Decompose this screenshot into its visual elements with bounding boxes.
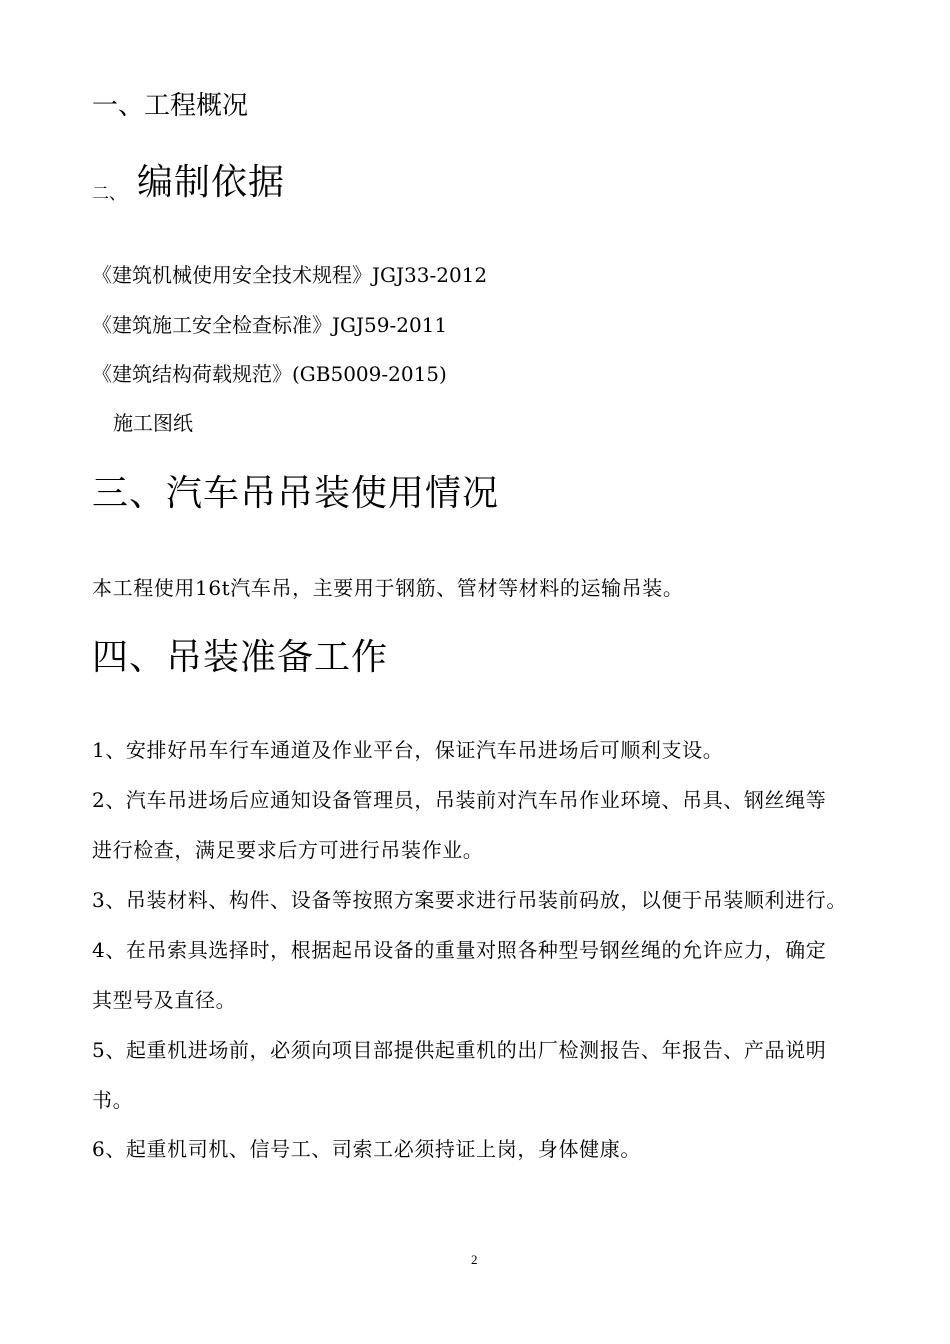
section-3-heading: 三、汽车吊吊装使用情况	[92, 473, 500, 514]
section-2-heading: 编制依据	[137, 162, 286, 203]
paragraph-line: 4、在吊索具选择时，根据起吊设备的重量对照各种型号钢丝绳的允许应力，确定	[92, 938, 827, 962]
reference-item: 《建筑结构荷载规范》(GB5009-2015)	[92, 362, 447, 386]
paragraph-line: 书。	[92, 1088, 134, 1112]
paragraph-line: 6、起重机司机、信号工、司索工必须持证上岗，身体健康。	[92, 1137, 641, 1161]
page-number: 2	[471, 1252, 478, 1267]
section-2-number: 二、	[92, 184, 126, 204]
section-1-heading: 一、工程概况	[92, 91, 249, 121]
paragraph-line: 其型号及直径。	[92, 988, 237, 1012]
paragraph-line: 3、吊装材料、构件、设备等按照方案要求进行吊装前码放，以便于吊装顺利进行。	[92, 888, 847, 912]
reference-item: 《建筑施工安全检查标准》JGJ59-2011	[92, 313, 448, 337]
paragraph-line: 5、起重机进场前，必须向项目部提供起重机的出厂检测报告、年报告、产品说明	[92, 1038, 827, 1062]
reference-item: 施工图纸	[113, 411, 193, 435]
section-3-body: 本工程使用16t汽车吊，主要用于钢筋、管材等材料的运输吊装。	[92, 576, 684, 600]
paragraph-line: 2、汽车吊进场后应通知设备管理员，吊装前对汽车吊作业环境、吊具、钢丝绳等	[92, 788, 827, 812]
section-4-heading: 四、吊装准备工作	[92, 637, 389, 678]
paragraph-line: 进行检查，满足要求后方可进行吊装作业。	[92, 838, 484, 862]
paragraph-line: 1、安排好吊车行车通道及作业平台，保证汽车吊进场后可顺利支设。	[92, 738, 724, 762]
reference-item: 《建筑机械使用安全技术规程》JGJ33-2012	[92, 263, 488, 287]
